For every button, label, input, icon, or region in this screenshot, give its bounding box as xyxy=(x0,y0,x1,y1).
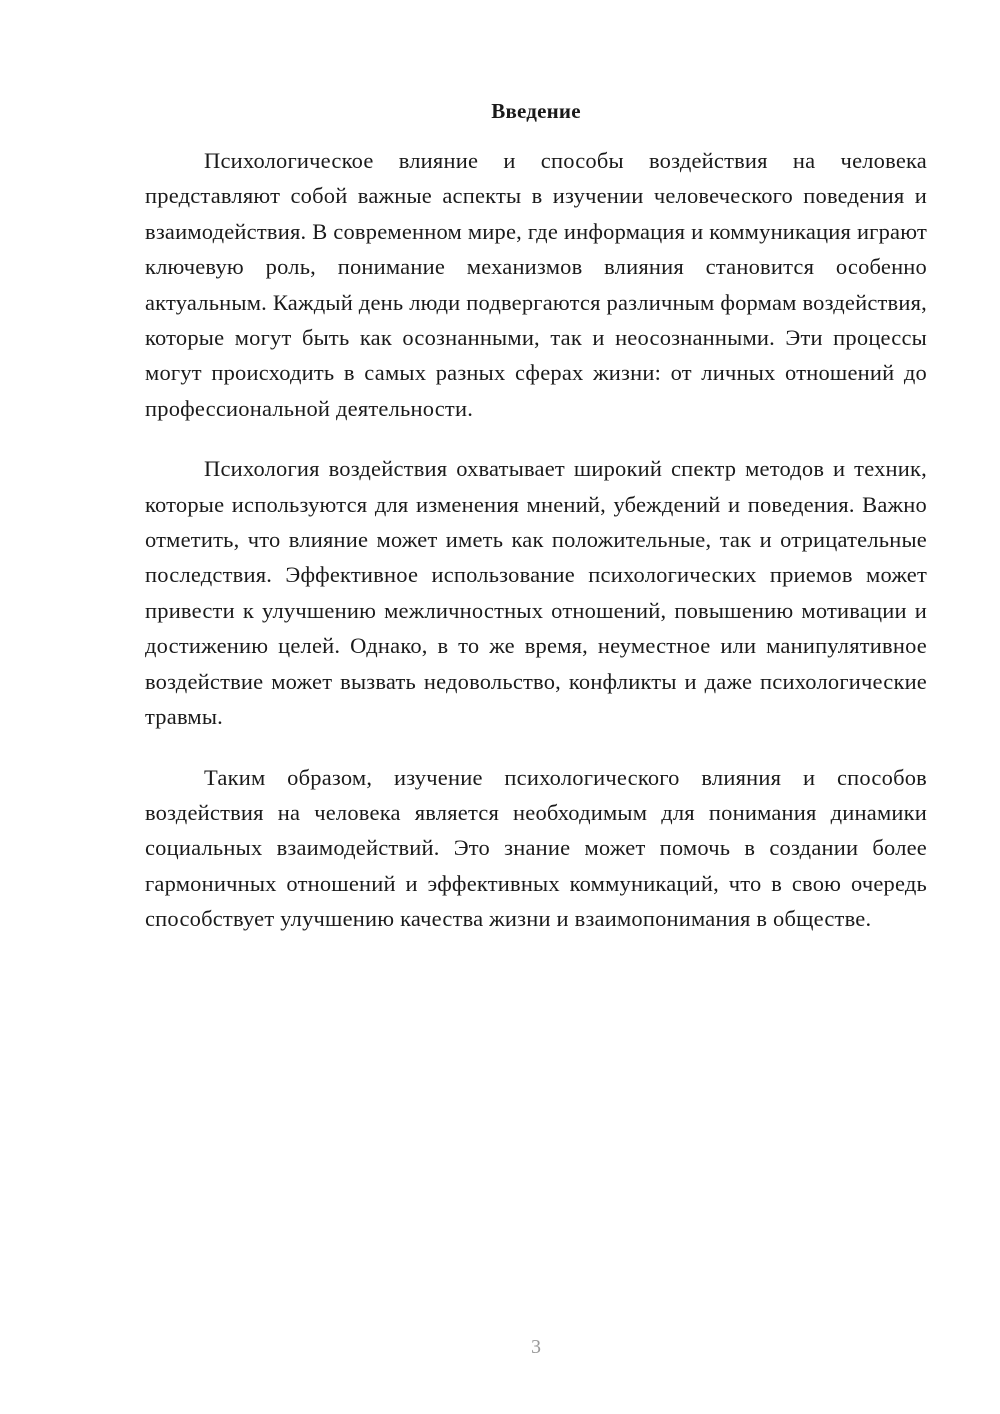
section-title: Введение xyxy=(491,99,581,123)
body-text xyxy=(145,143,927,962)
paragraph-2: Психология воздействия охватывает широкий спектр методов и техник, которые используются для изменения мнений, убеждений и поведения. Важно отметить, что влияние может иметь как положительные, так и отрицательные последствия. Эффективное использование психологических приемов может привести к улучшению межличностных отношений, повышению мотивации и достижению целей. Однако, в то же время, неуместное или манипулятивное воздействие может вызвать недовольство, конфликты и даже психологические травмы. xyxy=(145,456,927,730)
page-number: 3 xyxy=(531,1336,541,1358)
paragraph-1: Психологическое влияние и способы воздействия на человека представляют собой важные аспекты в изучении человеческого поведения и взаимодействия. В современном мире, где информация и коммуникация играют ключевую роль, понимание механизмов влияния становится особенно актуальным. Каждый день люди подвергаются различным формам воздействия, которые могут быть как осознанными, так и неосознанными. Эти процессы могут происходить в самых разных сферах жизни: от личных отношений до профессиональной деятельности. xyxy=(145,148,927,421)
paragraph-3: Таким образом, изучение психологического влияния и способов воздействия на человека является необходимым для понимания динамики социальных взаимодействий. Это знание может помочь в создании более гармоничных отношений и эффективных коммуникаций, что в свою очередь способствует улучшению качества жизни и взаимопонимания в обществе. xyxy=(145,764,927,932)
